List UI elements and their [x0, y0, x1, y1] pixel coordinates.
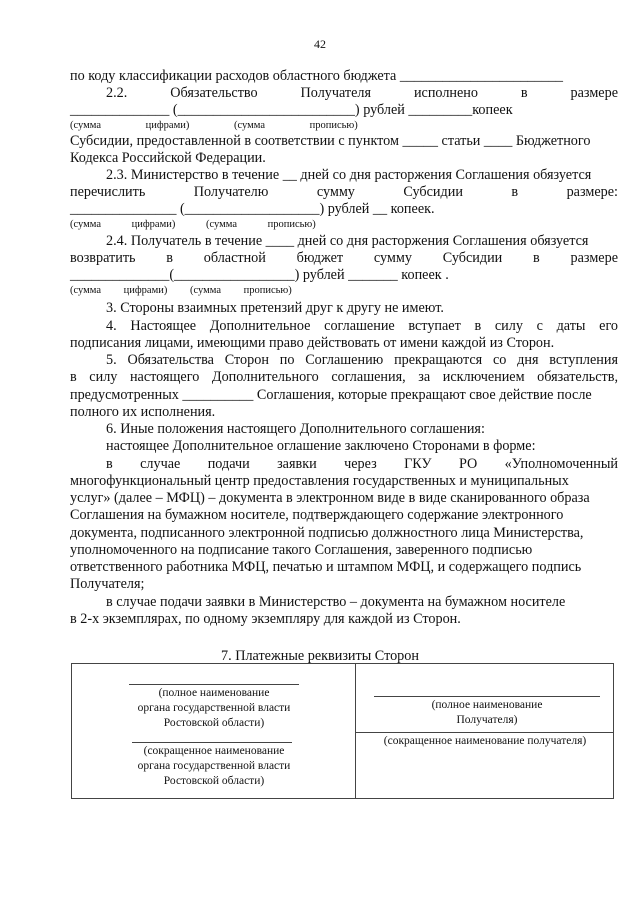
- text-line: в 2-х экземплярах, по одному экземпляру для каждой из Сторон.: [70, 611, 461, 627]
- column-divider: [355, 664, 356, 798]
- text-line: в случае подачи заявки через ГКУ РО «Уполномоченный: [106, 456, 618, 472]
- table-title: 7. Платежные реквизиты Сторон: [221, 648, 419, 664]
- text-line: полного их исполнения.: [70, 404, 216, 420]
- text-line: Субсидии, предоставленной в соответствии с пунктом _____ статьи ____ Бюджетного: [70, 133, 591, 149]
- caption-line: (сумма цифрами) (сумма прописью): [70, 219, 316, 230]
- text-line: ответственного работника МФЦ, печатью и штампом МФЦ, и содержащего подпись: [70, 559, 582, 575]
- caption-line: (сумма цифрами) (сумма прописью): [70, 120, 358, 131]
- text-line: уполномоченного на подписание такого Соглашения, заверенного подписью: [70, 542, 533, 558]
- text-line: 2.2. Обязательство Получателя исполнено в размере: [106, 85, 618, 101]
- signature-line: [132, 742, 292, 743]
- right-short-name-caption: (сокращенное наименование получателя): [383, 735, 587, 747]
- right-full-name-caption: (полное наименование Получателя): [431, 699, 543, 726]
- text-line: ______________ (_________________________) рублей _________копеек: [70, 102, 513, 118]
- text-line: 2.4. Получатель в течение ____ дней со дня расторжения Соглашения обязуется: [106, 233, 589, 249]
- text-line: 6. Иные положения настоящего Дополнительного соглашения:: [106, 421, 485, 437]
- text-line: документа, подписанного электронной подписью должностного лица Министерства,: [70, 525, 584, 541]
- text-line: 4. Настоящее Дополнительное соглашение вступает в силу с даты его: [106, 318, 618, 334]
- signature-line: [129, 684, 299, 685]
- text-line: ______________(_________________) рублей _______ копеек .: [70, 267, 449, 283]
- text-line: Кодекса Российской Федерации.: [70, 150, 266, 166]
- left-short-name-caption: (сокращенное наименование органа государственной власти Ростовской области): [137, 745, 291, 787]
- text-line: возвратить в областной бюджет сумму Субсидии в размере: [70, 250, 618, 266]
- signature-line: [374, 696, 600, 697]
- text-line: подписания лицами, имеющими право действовать от имени каждой из Сторон.: [70, 335, 555, 351]
- text-line: по коду классификации расходов областного бюджета _______________________: [70, 68, 564, 84]
- left-full-name-caption: (полное наименование органа государственной власти Ростовской области): [137, 687, 291, 729]
- requisites-table: [71, 663, 614, 799]
- text-line: _______________ (___________________) рублей __ копеек.: [70, 201, 435, 217]
- text-line: услуг» (далее – МФЦ) – документа в электронном виде в виде сканированного образа: [70, 490, 590, 506]
- text-line: предусмотренных __________ Соглашения, которые прекращают свое действие после: [70, 387, 592, 403]
- row-divider: [356, 732, 613, 733]
- text-line: 2.3. Министерство в течение __ дней со дня расторжения Соглашения обязуется: [106, 167, 592, 183]
- caption-line: (сумма цифрами) (сумма прописью): [70, 285, 292, 296]
- text-line: Получателя;: [70, 576, 145, 592]
- text-line: в случае подачи заявки в Министерство – документа на бумажном носителе: [106, 594, 566, 610]
- text-line: 3. Стороны взаимных претензий друг к другу не имеют.: [106, 300, 444, 316]
- text-line: настоящее Дополнительное оглашение заключено Сторонами в форме:: [106, 438, 536, 454]
- text-line: Соглашения на бумажном носителе, подтверждающего содержание электронного: [70, 507, 564, 523]
- text-line: в силу настоящего Дополнительного соглашения, за исключением обязательств,: [70, 369, 618, 385]
- text-line: перечислить Получателю сумму Субсидии в размере:: [70, 184, 618, 200]
- text-line: многофункциональный центр предоставления государственных и муниципальных: [70, 473, 569, 489]
- text-line: 5. Обязательства Сторон по Соглашению прекращаются со дня вступления: [106, 352, 618, 368]
- page-number: 42: [314, 37, 326, 51]
